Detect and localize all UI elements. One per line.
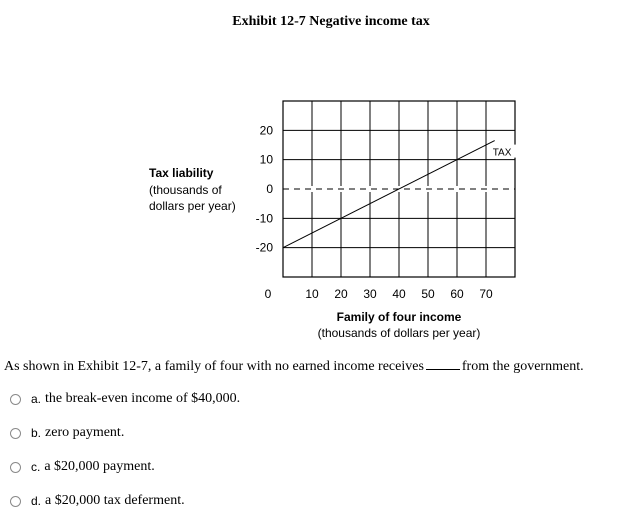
x-tick-label: 30	[363, 287, 377, 301]
option-d-text: a $20,000 tax deferment.	[45, 493, 185, 508]
question-after: from the government.	[461, 359, 584, 374]
x-tick-label: 50	[421, 287, 435, 301]
y-axis-label-units-2: dollars per year)	[149, 199, 236, 213]
radio-button-a[interactable]	[10, 394, 21, 405]
option-a-letter: a.	[31, 392, 42, 406]
radio-button-b[interactable]	[10, 428, 21, 439]
question-text	[4, 357, 628, 375]
option-c[interactable]	[10, 457, 155, 477]
x-tick-label: 60	[450, 287, 464, 301]
option-c-letter: c.	[31, 460, 41, 474]
y-axis-label-units-1: (thousands of	[149, 183, 222, 197]
x-axis-label-title: Family of four income	[336, 310, 462, 324]
x-tick-label: 10	[305, 287, 319, 301]
radio-button-d[interactable]	[10, 496, 21, 507]
y-tick-label: 10	[259, 152, 273, 167]
question-before: As shown in Exhibit 12-7, a family of four with no earned income receives	[4, 359, 424, 374]
tax-line-label: TAX	[492, 147, 512, 159]
option-b[interactable]	[10, 423, 124, 443]
option-a-text: the break-even income of $40,000.	[45, 391, 241, 406]
y-tick-label: -20	[255, 240, 273, 255]
y-tick-label: 0	[266, 182, 273, 196]
y-tick-label: -10	[255, 211, 273, 226]
x-tick-label: 70	[479, 287, 493, 301]
y-axis-label-title: Tax liability	[149, 166, 214, 180]
exhibit-title: Exhibit 12-7 Negative income tax	[232, 14, 430, 29]
option-b-text: zero payment.	[45, 425, 125, 440]
radio-button-c[interactable]	[10, 462, 21, 473]
option-a[interactable]	[10, 389, 240, 409]
x-axis-label-units: (thousands of dollars per year)	[317, 326, 481, 340]
y-tick-label: 20	[259, 123, 273, 138]
x-tick-label-zero: 0	[264, 287, 272, 301]
x-tick-label: 20	[334, 287, 348, 301]
x-tick-label: 40	[392, 287, 406, 301]
option-c-text: a $20,000 payment.	[44, 459, 155, 474]
option-b-letter: b.	[31, 426, 42, 440]
option-d-letter: d.	[31, 494, 42, 508]
option-d[interactable]	[10, 491, 185, 511]
tax-line	[283, 141, 495, 248]
answer-blank	[426, 357, 460, 370]
